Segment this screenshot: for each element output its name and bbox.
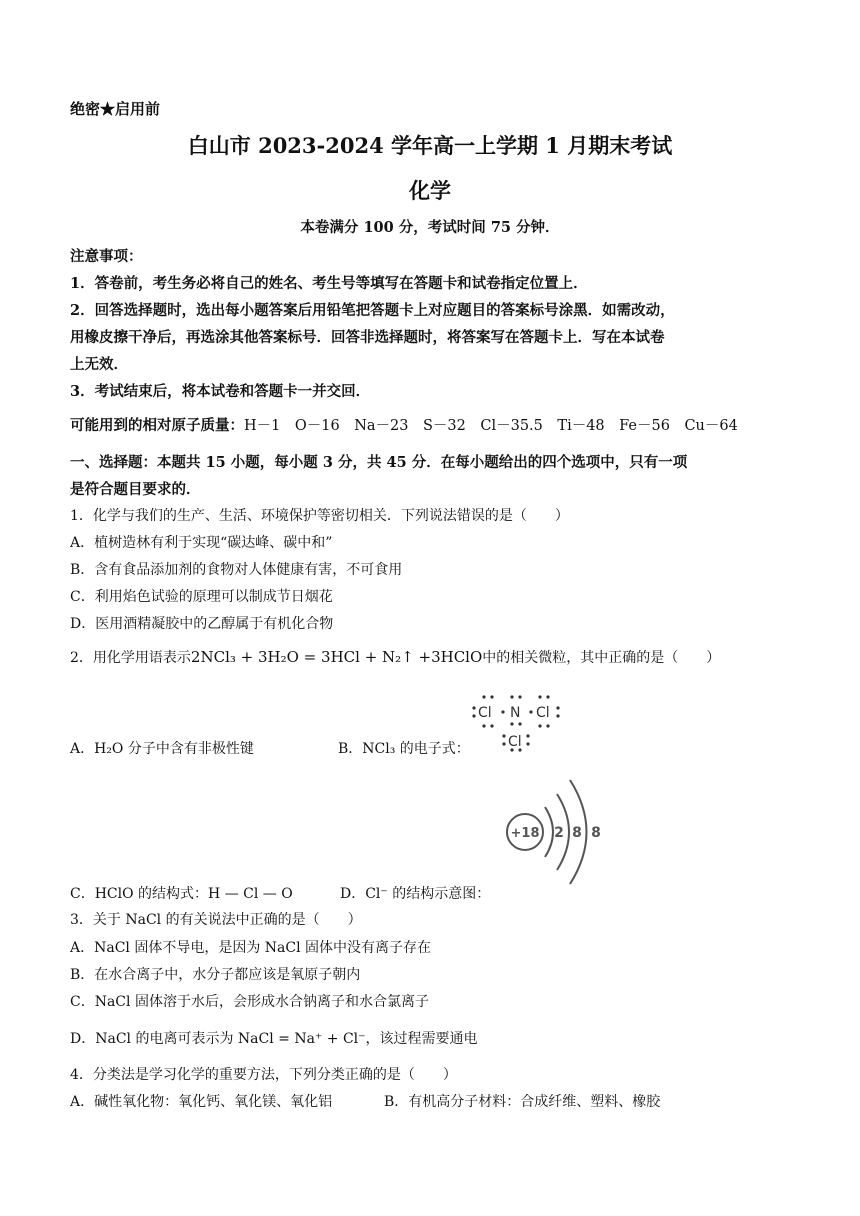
- q4-option-b: B．有机高分子材料：合成纤维、塑料、橡胶: [384, 1094, 661, 1110]
- q4-option-a: A．碱性氧化物：氧化钙、氧化镁、氧化铝: [70, 1094, 333, 1110]
- q1-option-a: A．植树造林有利于实现“碳达峰、碳中和”: [70, 535, 333, 551]
- shell-1-arc: [545, 807, 553, 857]
- notes-heading: 注意事项：: [70, 248, 143, 265]
- notes-item-3: 3．考试结束后，将本试卷和答题卡一并交回．: [70, 383, 371, 400]
- lewis-cl-left: Cl: [478, 705, 492, 721]
- q2-stem-suffix: 中的相关微粒，其中正确的是（ ）: [482, 650, 721, 666]
- score-info: 本卷满分 100 分，考试时间 75 分钟．: [300, 219, 560, 236]
- exam-title: 白山市 2023-2024 学年高一上学期 1 月期末考试: [187, 133, 673, 158]
- confidential-label: 绝密★启用前: [70, 100, 161, 118]
- lewis-cl-bottom: Cl: [508, 734, 522, 750]
- q2-option-c: C．HClO 的结构式：H — Cl — O: [70, 886, 293, 902]
- q2-option-d: D．Cl⁻ 的结构示意图：: [340, 886, 491, 902]
- atomic-masses-label: 可能用到的相对原子质量：: [70, 417, 244, 434]
- shell-2-count: 8: [572, 825, 582, 841]
- ncl3-electron-dot-diagram: [470, 690, 565, 752]
- q1-option-b: B．含有食品添加剂的食物对人体健康有害，不可食用: [70, 562, 403, 578]
- shell-3-count: 8: [591, 825, 601, 841]
- shell-1-count: 2: [554, 825, 564, 841]
- q2-option-b: B．NCl₃ 的电子式：: [338, 741, 470, 757]
- q2-stem: [70, 647, 720, 667]
- atomic-masses: [70, 414, 738, 435]
- q1-stem: 1．化学与我们的生产、生活、环境保护等密切相关．下列说法错误的是（ ）: [70, 508, 569, 524]
- notes-item-2-line-2: 用橡皮擦干净后，再选涂其他答案标号．回答非选择题时，将答案写在答题卡上．写在本试卷: [70, 329, 665, 346]
- q3-option-a: A．NaCl 固体不导电，是因为 NaCl 固体中没有离子存在: [70, 940, 432, 956]
- q2-equation: 2NCl₃ + 3H₂O = 3HCl + N₂↑ +3HClO: [190, 648, 483, 666]
- notes-item-1: 1．答卷前，考生务必将自己的姓名、考生号等填写在答题卡和试卷指定位置上．: [70, 275, 588, 292]
- section-1-line-2: 是符合题目要求的．: [70, 481, 201, 498]
- q1-option-c: C．利用焰色试验的原理可以制成节日烟花: [70, 589, 333, 605]
- nucleus-charge: +18: [510, 826, 540, 841]
- q4-stem: 4．分类法是学习化学的重要方法，下列分类正确的是（ ）: [70, 1067, 457, 1083]
- notes-item-2-line-1: 2．回答选择题时，选出每小题答案后用铅笔把答题卡上对应题目的答案标号涂黑．如需改动，: [70, 302, 675, 319]
- q2-stem-prefix: 2．用化学用语表示: [70, 650, 191, 666]
- lewis-n-center: N: [510, 705, 521, 721]
- q3-option-c: C．NaCl 固体溶于水后，会形成水合钠离子和水合氯离子: [70, 994, 429, 1010]
- q2-option-a: A．H₂O 分子中含有非极性键: [70, 741, 254, 757]
- q1-option-d: D．医用酒精凝胶中的乙醇属于有机化合物: [70, 616, 334, 632]
- cl-ion-structure-diagram: [495, 770, 615, 890]
- q3-option-b: B．在水合离子中，水分子都应该是氧原子朝内: [70, 967, 361, 983]
- section-1-line-1: 一、选择题：本题共 15 小题，每小题 3 分，共 45 分．在每小题给出的四个选项中，只有一项: [70, 454, 688, 471]
- subject-title: 化学: [409, 178, 451, 203]
- atomic-masses-values: H－1 O－16 Na－23 S－32 Cl－35.5 Ti－48 Fe－56 Cu－64: [244, 418, 738, 434]
- q3-option-d: D．NaCl 的电离可表示为 NaCl = Na⁺ + Cl⁻，该过程需要通电: [70, 1031, 478, 1047]
- notes-item-2-line-3: 上无效．: [70, 356, 128, 373]
- lewis-cl-right: Cl: [536, 705, 550, 721]
- q3-stem: 3．关于 NaCl 的有关说法中正确的是（ ）: [70, 912, 362, 928]
